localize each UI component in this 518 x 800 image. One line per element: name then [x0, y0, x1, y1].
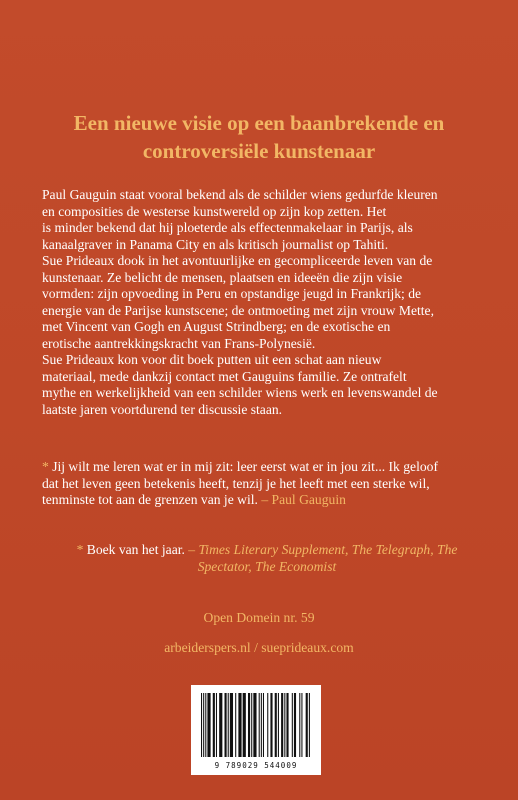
barcode-number: 9 789029 544009 — [214, 761, 298, 770]
barcode-bar — [228, 693, 229, 757]
review-quote — [56, 542, 478, 575]
quote-attribution: – Paul Gauguin — [257, 492, 346, 507]
quote-text-1: Jij wilt me leren wat er in mij zit: leer eerst wat er in jou zit... Ik geloof — [48, 459, 438, 474]
blurb-text — [42, 187, 472, 418]
blurb-line: vormden: zijn opvoeding in Peru en opstandige jeugd in Frankrijk; de — [42, 286, 422, 301]
barcode-bar — [270, 693, 272, 757]
blurb-line: laatste jaren voortdurend ter discussie staan. — [42, 401, 283, 417]
barcode-bar — [201, 693, 202, 757]
barcode-bar — [225, 693, 227, 757]
gauguin-quote — [42, 459, 482, 509]
barcode-bar — [238, 693, 241, 757]
quote-line-3 — [42, 492, 482, 509]
barcode-bar — [306, 693, 308, 757]
website-links: arbeiderspers.nl / sueprideaux.com — [164, 640, 354, 655]
barcode — [191, 685, 321, 775]
barcode-bar — [230, 693, 233, 757]
barcode-bar — [235, 693, 236, 757]
barcode-bar — [301, 693, 302, 757]
blurb-line: kunstenaar. Ze belicht de mensen, plaatsen en ideeën die zijn visie — [42, 269, 403, 285]
blurb-line: is minder bekend dat hij ploeterde als effectenmakelaar in Parijs, als — [42, 220, 413, 235]
barcode-bar — [216, 693, 217, 757]
barcode-bar — [261, 693, 262, 757]
barcode-bar — [243, 693, 246, 757]
barcode-bar — [203, 693, 204, 757]
barcode-bar — [251, 693, 252, 757]
blurb-line: met Vincent van Gogh en August Strindberg; en de exotische en — [42, 319, 391, 334]
quote-line-2: dat het leven geen betekenis heeft, tenzij je het leeft met een sterke wil, — [42, 475, 430, 491]
barcode-bars — [199, 693, 313, 759]
barcode-bar — [205, 693, 206, 757]
barcode-bar — [267, 693, 268, 757]
barcode-bar — [207, 693, 210, 757]
barcode-bar — [281, 693, 283, 757]
barcode-bar — [284, 693, 285, 757]
review-star: * — [76, 542, 84, 557]
barcode-bar — [299, 693, 300, 757]
barcode-bar — [253, 693, 256, 757]
blurb-line: kanaalgraver in Panama City en als kritisch journalist op Tahiti. — [42, 236, 389, 252]
blurb-line: Paul Gauguin staat vooral bekend als de schilder wiens gedurfde kleuren — [42, 187, 438, 202]
series-label: Open Domein nr. 59 — [203, 610, 315, 625]
barcode-bar — [263, 693, 264, 757]
review-sources-1: – Times Literary Supplement, The Telegraph, The — [184, 542, 458, 557]
quote-star: * — [42, 459, 49, 474]
headline — [60, 109, 458, 165]
blurb-line: energie van de Parijse kunstscene; de ontmoeting met zijn vrouw Mette, — [42, 302, 434, 318]
barcode-bar — [248, 693, 250, 757]
blurb-line: Sue Prideaux kon voor dit boek putten uit een schat aan nieuw — [42, 352, 382, 367]
barcode-bar — [275, 693, 277, 757]
blurb-line: mythe en werkelijkheid van een schilder wiens werk en levenswandel de — [42, 385, 438, 400]
barcode-bar — [309, 693, 310, 757]
barcode-bar — [213, 693, 215, 757]
review-sources-2: Spectator, The Economist — [197, 558, 337, 574]
blurb-line: Sue Prideaux dook in het avontuurlijke en gecompliceerde leven van de — [42, 253, 433, 268]
blurb-line: en composities de westerse kunstwereld op zijn kop zetten. Het — [42, 203, 387, 219]
barcode-bar — [294, 693, 296, 757]
barcode-bar — [278, 693, 279, 757]
barcode-bar — [286, 693, 288, 757]
barcode-bar — [219, 693, 222, 757]
blurb-line: materiaal, mede dankzij contact met Gauguins familie. Ze ontrafelt — [42, 368, 407, 384]
quote-line-1 — [42, 459, 482, 476]
blurb-line: erotische aantrekkingskracht van Frans-Polynesië. — [42, 335, 316, 351]
barcode-bar — [259, 693, 260, 757]
quote-text-3: tenminste tot aan de grenzen van je wil. — [42, 492, 258, 507]
barcode-bar — [292, 693, 293, 757]
headline-line-2: controversiële kunstenaar — [142, 139, 376, 163]
headline-line-1: Een nieuwe visie op een baanbrekende en — [73, 111, 445, 135]
review-line-1 — [56, 542, 478, 559]
review-text: Boek van het jaar. — [83, 542, 185, 557]
